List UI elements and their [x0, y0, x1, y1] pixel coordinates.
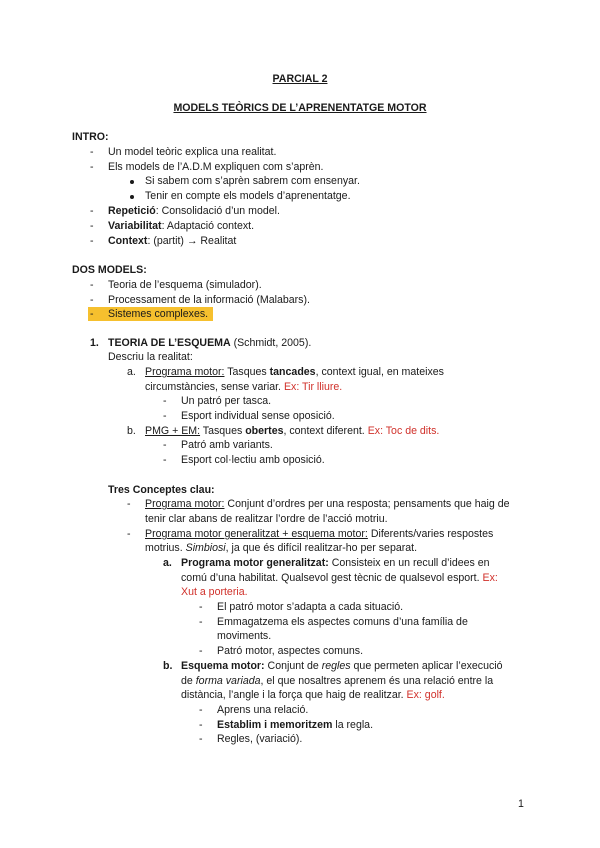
dash-marker: - — [90, 220, 94, 232]
dash-marker: - — [90, 235, 94, 247]
dash-marker: - — [90, 161, 94, 173]
context-text: : (partit) → Realitat — [147, 235, 237, 247]
teoria-a-line1 — [145, 365, 444, 379]
concept-pm-label: Programa motor: — [145, 498, 225, 510]
concept-pmg-line2 — [145, 541, 417, 555]
programa-motor-label: Programa motor: — [145, 366, 225, 378]
teoria-a-line2 — [145, 380, 342, 394]
sub-item: Esport col·lectiu amb oposició. — [181, 454, 325, 466]
sub-item: Esport individual sense oposició. — [181, 410, 335, 422]
repeticio-label: Repetició — [108, 205, 156, 217]
dash-marker: - — [127, 528, 131, 540]
variabilitat-text: : Adaptació context. — [161, 220, 255, 232]
concept-a-line1 — [181, 556, 490, 570]
sub-item: Patró amb variants. — [181, 439, 273, 451]
dash-marker: - — [90, 279, 94, 291]
intro-bullet: Tenir en compte els models d’aprenentatge. — [145, 190, 351, 202]
text-run: , context diferent. — [283, 425, 368, 437]
teoria-describe: Descriu la realitat: — [108, 351, 193, 363]
concept-pm-line2: tenir clar abans de realitzar l’ordre de l’acció motriu. — [145, 513, 388, 525]
page-number: 1 — [518, 798, 524, 810]
dash-marker: - — [199, 616, 203, 628]
text-run: Tasques — [224, 366, 270, 378]
dash-marker: - — [90, 308, 94, 320]
sub-item: Un patró per tasca. — [181, 395, 272, 407]
teoria-cite: (Schmidt, 2005). — [230, 337, 312, 349]
bullet-dot — [130, 195, 134, 199]
context-label: Context — [108, 235, 148, 247]
intro-bullet: Si sabem com s’aprèn sabrem com ensenyar. — [145, 175, 360, 187]
concept-a-title: Programa motor generalitzat: — [181, 557, 329, 569]
text-run: Conjunt de — [264, 660, 322, 672]
bullet-dot — [130, 180, 134, 184]
concept-pmg-label: Programa motor generalitzat + esquema motor: — [145, 528, 368, 540]
text-run: de — [181, 675, 196, 687]
sub-item: Aprens una relació. — [217, 704, 309, 716]
dash-marker: - — [163, 395, 167, 407]
intro-item: Un model teòric explica una realitat. — [108, 146, 277, 158]
teoria-b-line1 — [145, 424, 439, 438]
dash-marker: - — [199, 733, 203, 745]
dash-marker: - — [199, 601, 203, 613]
text-run: Diferents/varies respostes — [367, 528, 494, 540]
teoria-heading — [108, 336, 311, 350]
intro-item: Els models de l’A.D.M expliquen com s’aprèn. — [108, 161, 324, 173]
highlighted-model — [88, 307, 213, 321]
bold-run: tancades — [269, 366, 316, 378]
section-number: 1. — [90, 337, 99, 349]
example-text: Ex: Toc de dits. — [367, 425, 440, 437]
variabilitat-label: Variabilitat — [108, 220, 162, 232]
concept-a-line2 — [181, 571, 498, 585]
document-subtitle: MODELS TEÒRICS DE L’APRENENTATGE MOTOR — [173, 102, 427, 114]
list-letter: b. — [163, 660, 173, 672]
model-item: Processament de la informació (Malabars). — [108, 294, 310, 306]
dash-marker: - — [127, 498, 131, 510]
document-title: PARCIAL 2 — [272, 73, 328, 85]
example-text: Ex: Tir lliure. — [283, 381, 343, 393]
intro-variabilitat — [108, 219, 254, 233]
text-run: , context igual, en mateixes — [315, 366, 444, 378]
sub-item: Patró motor, aspectes comuns. — [217, 645, 364, 657]
pmg-em-label: PMG + EM: — [145, 425, 201, 437]
list-letter: b. — [127, 425, 136, 437]
dash-marker: - — [163, 439, 167, 451]
example-text: Xut a porteria. — [181, 586, 248, 598]
bold-run: Establim i memoritzem — [217, 719, 333, 731]
list-letter: a. — [127, 366, 136, 378]
repeticio-text: : Consolidació d’un model. — [155, 205, 280, 217]
list-letter: a. — [163, 557, 172, 569]
text-run: la regla. — [332, 719, 374, 731]
text-run: , el que nosaltres aprenem és una relació entre la — [260, 675, 494, 687]
concept-pm-line1 — [145, 497, 510, 511]
text-run: Conjunt d’ordres per una resposta; pensaments que haig de — [224, 498, 510, 510]
intro-heading: INTRO: — [72, 131, 109, 143]
dash-marker: - — [199, 645, 203, 657]
dash-marker: - — [163, 410, 167, 422]
concept-pmg-line1 — [145, 527, 493, 541]
text-run: comú d’una habilitat. Qualsevol gest tècnic de qualsevol esport. — [181, 572, 483, 584]
model-item: Sistemes complexes. — [108, 308, 209, 320]
concept-b-line2 — [181, 674, 493, 688]
sub-item: Regles, (variació). — [217, 733, 303, 745]
dash-marker: - — [199, 704, 203, 716]
italic-run: regles — [321, 660, 351, 672]
sub-item-continuation: moviments. — [217, 630, 272, 642]
model-item: Teoria de l’esquema (simulador). — [108, 279, 262, 291]
example-text: Ex: — [482, 572, 498, 584]
sub-item — [217, 718, 373, 732]
dash-marker: - — [90, 146, 94, 158]
intro-repeticio — [108, 204, 280, 218]
text-run: que permeten aplicar l’execució — [350, 660, 503, 672]
intro-context — [108, 234, 236, 248]
dash-marker: - — [199, 719, 203, 731]
text-run: Consisteix en un recull d’idees en — [328, 557, 490, 569]
text-run: circumstàncies, sense variar. — [145, 381, 284, 393]
sub-item: El patró motor s’adapta a cada situació. — [217, 601, 404, 613]
italic-run: Simbiosi — [185, 542, 226, 554]
text-run: , ja que és difícil realitzar-ho per separat. — [225, 542, 418, 554]
dos-models-heading: DOS MODELS: — [72, 264, 147, 276]
teoria-title: TEORIA DE L’ESQUEMA — [108, 337, 231, 349]
concept-b-title: Esquema motor: — [181, 660, 265, 672]
dash-marker: - — [90, 205, 94, 217]
conceptes-heading: Tres Conceptes clau: — [108, 484, 215, 496]
dash-marker: - — [90, 294, 94, 306]
example-text: Ex: golf. — [406, 689, 445, 701]
italic-run: forma variada — [195, 675, 261, 687]
bold-run: obertes — [245, 425, 284, 437]
text-run: distància, l’angle i la força que haig de realitzar. — [181, 689, 407, 701]
dash-marker: - — [163, 454, 167, 466]
concept-b-line1 — [181, 659, 503, 673]
text-run: Tasques — [200, 425, 246, 437]
text-run: motrius. — [145, 542, 186, 554]
sub-item: Emmagatzema els aspectes comuns d’una família de — [217, 616, 468, 628]
concept-b-line3 — [181, 688, 445, 702]
